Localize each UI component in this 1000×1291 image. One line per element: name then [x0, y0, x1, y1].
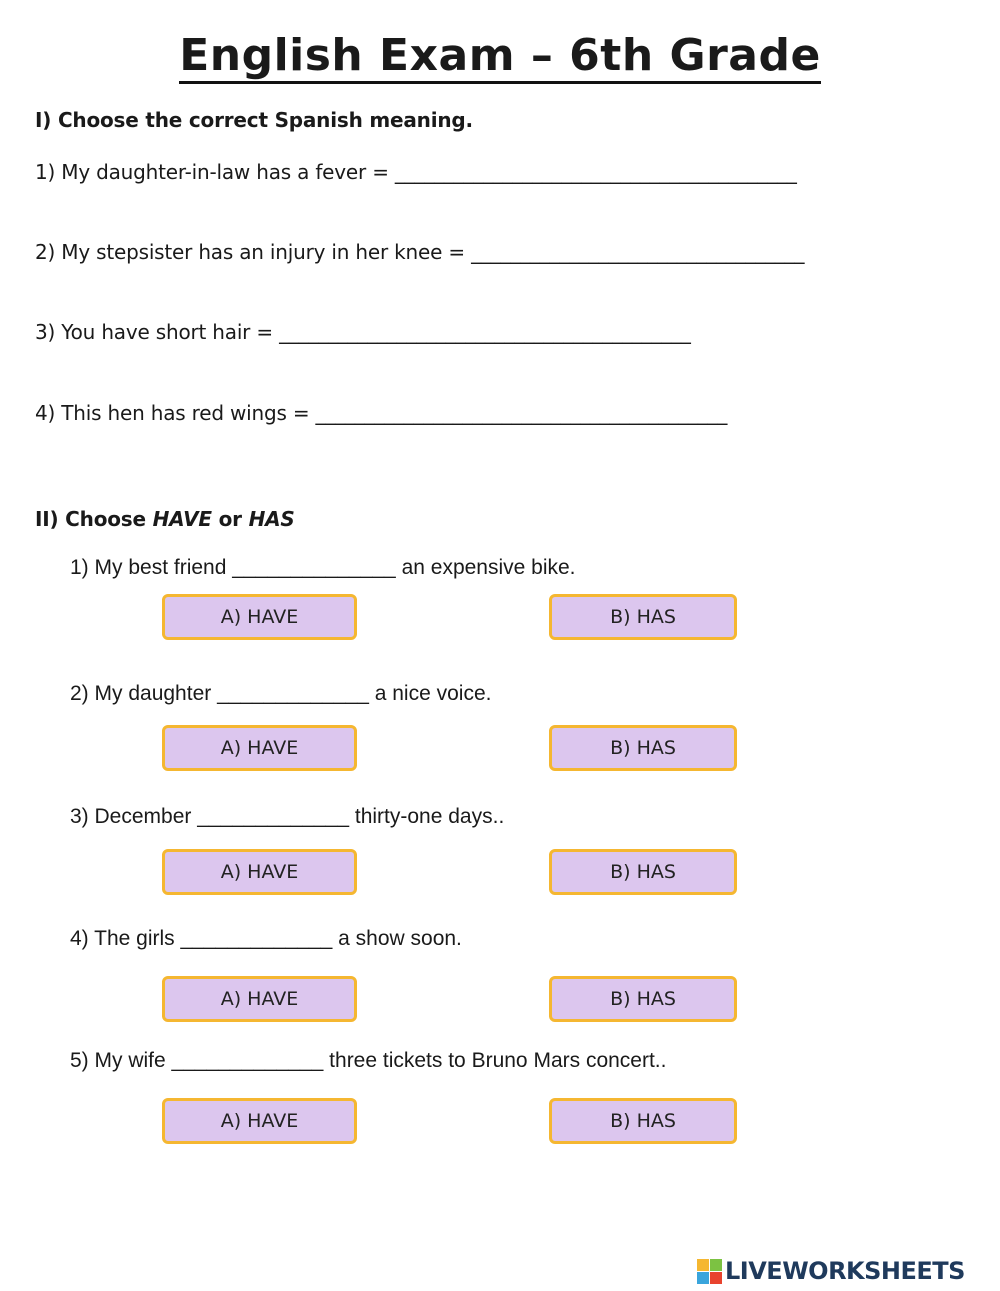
have-has-question-3: 3) December _____________ thirty-one days..	[70, 805, 505, 828]
section-2-heading-or: or	[211, 507, 249, 531]
logo-mark-icon	[697, 1259, 722, 1284]
translation-question-3[interactable]: 3) You have short hair = __________________________________________	[35, 320, 691, 344]
question-2-option-has[interactable]: B) HAS	[549, 725, 737, 771]
question-3-option-have[interactable]: A) HAVE	[162, 849, 357, 895]
logo-text: LIVEWORKSHEETS	[725, 1257, 965, 1285]
translation-question-2[interactable]: 2) My stepsister has an injury in her knee = __________________________________	[35, 240, 805, 264]
question-1-option-has[interactable]: B) HAS	[549, 594, 737, 640]
logo-mark-cell	[710, 1272, 722, 1284]
question-4-option-has[interactable]: B) HAS	[549, 976, 737, 1022]
logo-mark-cell	[710, 1259, 722, 1271]
translation-question-4[interactable]: 4) This hen has red wings = __________________________________________	[35, 401, 728, 425]
question-2-option-have[interactable]: A) HAVE	[162, 725, 357, 771]
liveworksheets-logo	[697, 1256, 965, 1286]
section-2-heading	[35, 507, 295, 531]
question-3-option-has[interactable]: B) HAS	[549, 849, 737, 895]
section-2-heading-have: HAVE	[152, 507, 212, 531]
question-1-option-have[interactable]: A) HAVE	[162, 594, 357, 640]
have-has-question-5: 5) My wife _____________ three tickets to Bruno Mars concert..	[70, 1049, 667, 1072]
section-2-heading-has: HAS	[248, 507, 295, 531]
question-5-option-have[interactable]: A) HAVE	[162, 1098, 357, 1144]
logo-mark-cell	[697, 1259, 709, 1271]
question-4-option-have[interactable]: A) HAVE	[162, 976, 357, 1022]
question-5-option-has[interactable]: B) HAS	[549, 1098, 737, 1144]
section-1-heading: I) Choose the correct Spanish meaning.	[35, 108, 473, 132]
have-has-question-2: 2) My daughter _____________ a nice voice.	[70, 682, 492, 705]
logo-mark-cell	[697, 1272, 709, 1284]
have-has-question-1: 1) My best friend ______________ an expensive bike.	[70, 556, 576, 579]
section-2-heading-prefix: II) Choose	[35, 507, 153, 531]
have-has-question-4: 4) The girls _____________ a show soon.	[70, 927, 462, 950]
exam-title	[0, 28, 1000, 84]
translation-question-1[interactable]: 1) My daughter-in-law has a fever = _________________________________________	[35, 160, 797, 184]
exam-title-text: English Exam – 6th Grade	[179, 30, 821, 84]
